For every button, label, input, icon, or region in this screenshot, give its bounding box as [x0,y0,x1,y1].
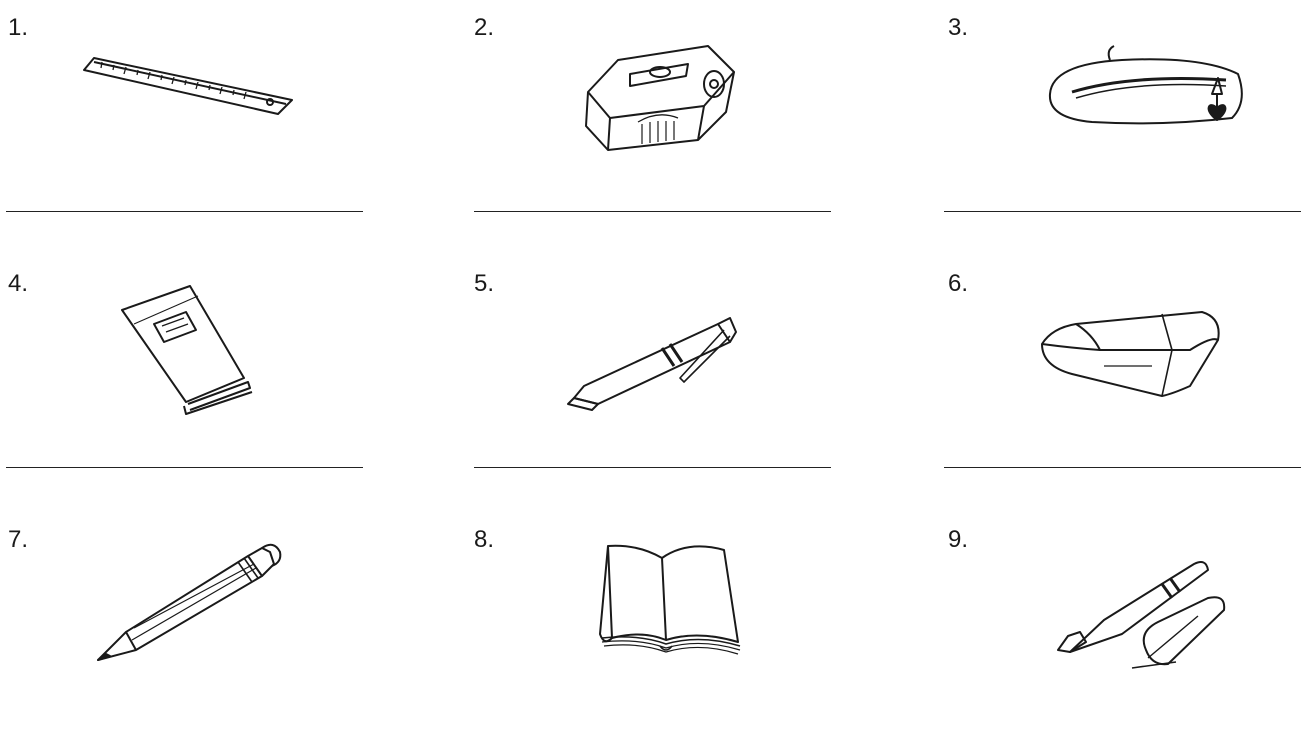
answer-line [944,211,1301,212]
answer-line [474,467,831,468]
item-6 [940,256,1300,496]
item-number: 9. [948,526,969,553]
item-number: 8. [474,526,495,553]
item-number: 7. [8,526,29,553]
item-number: 6. [948,270,969,297]
ruler-icon [72,22,302,162]
answer-line [944,467,1301,468]
item-4 [0,256,360,496]
answer-line [474,211,831,212]
fountain-pen-icon [1012,534,1242,674]
item-number: 2. [474,14,495,41]
item-9 [940,512,1300,752]
item-number: 3. [948,14,969,41]
item-2 [466,0,826,240]
item-7 [0,512,360,752]
exercise-book-icon [72,278,302,418]
answer-line [6,467,363,468]
item-8 [466,512,826,752]
item-3 [940,0,1300,240]
item-5 [466,256,826,496]
item-1 [0,0,360,240]
pencil-case-icon [1012,22,1242,162]
answer-line [6,211,363,212]
ballpoint-pen-icon [538,278,768,418]
item-number: 4. [8,270,29,297]
item-number: 1. [8,14,29,41]
pencil-icon [72,534,302,674]
item-number: 5. [474,270,495,297]
open-book-icon [538,534,768,674]
eraser-icon [1012,278,1242,418]
pencil-sharpener-icon [538,22,768,162]
